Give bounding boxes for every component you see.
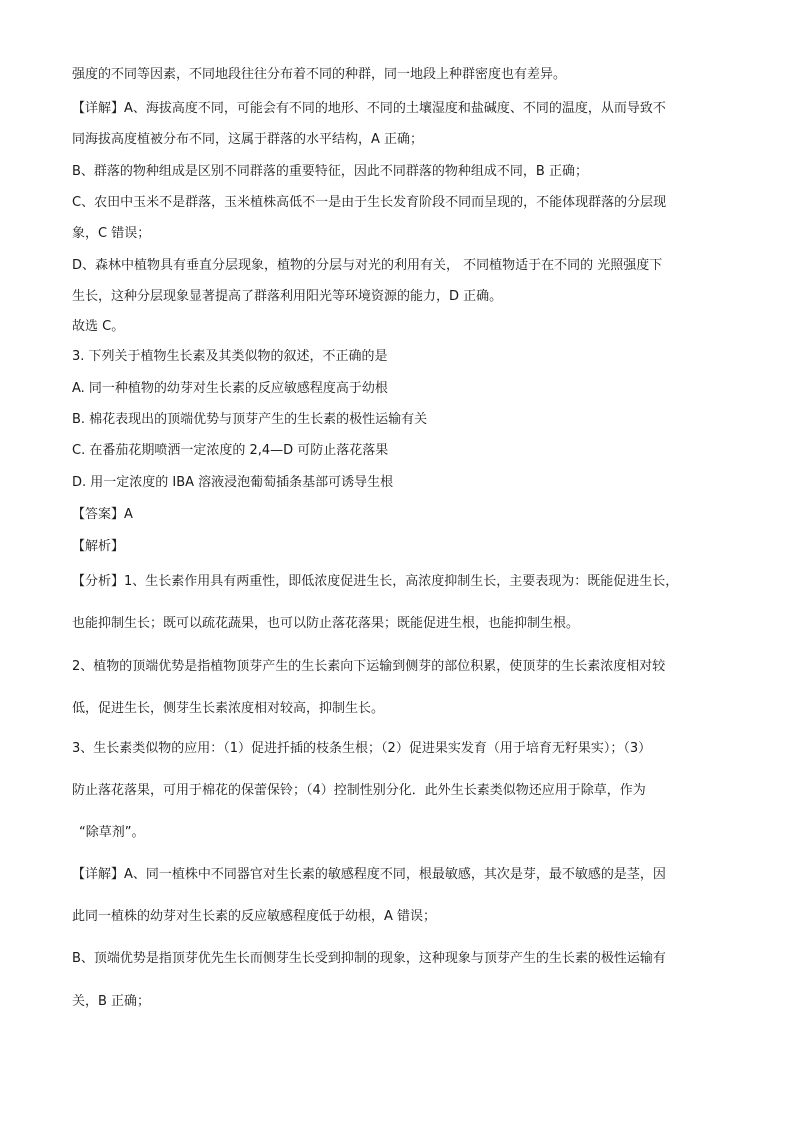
- text-line: B、顶端优势是指顶芽优先生长而侧芽生长受到抑制的现象，这种现象与顶芽产生的生长素的极性运输有: [72, 951, 666, 966]
- text-line: B、群落的物种组成是区别不同群落的重要特征，因此不同群落的物种组成不同，B 正确；: [72, 164, 588, 179]
- text-line: 3、生长素类似物的应用：（1）促进扦插的枝条生根；（2）促进果实发育（用于培育无籽果实）；（3）: [72, 741, 652, 756]
- question-stem: 3. 下列关于植物生长素及其类似物的叙述，不正确的是: [72, 349, 388, 364]
- text-line: 象，C 错误；: [72, 226, 151, 241]
- answer-label: 【答案】A: [72, 507, 133, 522]
- text-line: 强度的不同等因素，不同地段往往分布着不同的种群，同一地段上种群密度也有差异。: [72, 67, 567, 82]
- text-line: C、农田中玉米不是群落，玉米植株高低不一是由于生长发育阶段不同而呈现的，不能体现群落的分层现: [72, 195, 667, 210]
- text-line: 也能抑制生长；既可以疏花蔬果，也可以防止落花落果；既能促进生根，也能抑制生根。: [72, 616, 580, 631]
- text-line: 故选 C。: [72, 319, 125, 334]
- text-line: 低，促进生长，侧芽生长素浓度相对较高，抑制生长。: [72, 701, 385, 716]
- text-line: 同海拔高度植被分布不同，这属于群落的水平结构，A 正确；: [72, 132, 424, 147]
- text-line: 此同一植株的幼芽对生长素的反应敏感程度低于幼根，A 错误；: [72, 909, 437, 924]
- text-line: 2、植物的顶端优势是指植物顶芽产生的生长素向下运输到侧芽的部位积累，使顶芽的生长素浓度相对较: [72, 659, 666, 674]
- text-line: 【详解】A、海拔高度不同，可能会有不同的地形、不同的土壤湿度和盐碱度、不同的温度，从而导致不: [72, 101, 666, 116]
- option-c: C. 在番茄花期喷洒一定浓度的 2,4—D 可防止落花落果: [72, 443, 389, 458]
- text-line: 生长，这种分层现象显著提高了群落利用阳光等环境资源的能力，D 正确。: [72, 289, 503, 304]
- text-line: D、森林中植物具有垂直分层现象，植物的分层与对光的利用有关， 不同植物适于在不同的 光照强度下: [72, 258, 663, 273]
- option-d: D. 用一定浓度的 IBA 溶液浸泡葡萄插条基部可诱导生根: [72, 475, 394, 490]
- option-a: A. 同一种植物的幼芽对生长素的反应敏感程度高于幼根: [72, 381, 388, 396]
- option-b: B. 棉花表现出的顶端优势与顶芽产生的生长素的极性运输有关: [72, 412, 428, 427]
- analysis-heading: 【解析】: [72, 539, 125, 554]
- text-line: 【详解】A、同一植株中不同器官对生长素的敏感程度不同，根最敏感，其次是芽，最不敏感的是茎，因: [72, 867, 666, 882]
- text-line: 【分析】1、生长素作用具有两重性，即低浓度促进生长，高浓度抑制生长，主要表现为：既能促进生长，: [72, 574, 679, 589]
- text-line: 关，B 正确；: [72, 994, 151, 1009]
- text-line: “除草剂”。: [79, 825, 145, 840]
- text-line: 防止落花落果，可用于棉花的保蕾保铃；（4）控制性别分化．此外生长素类似物还应用于除草，作为: [72, 783, 646, 798]
